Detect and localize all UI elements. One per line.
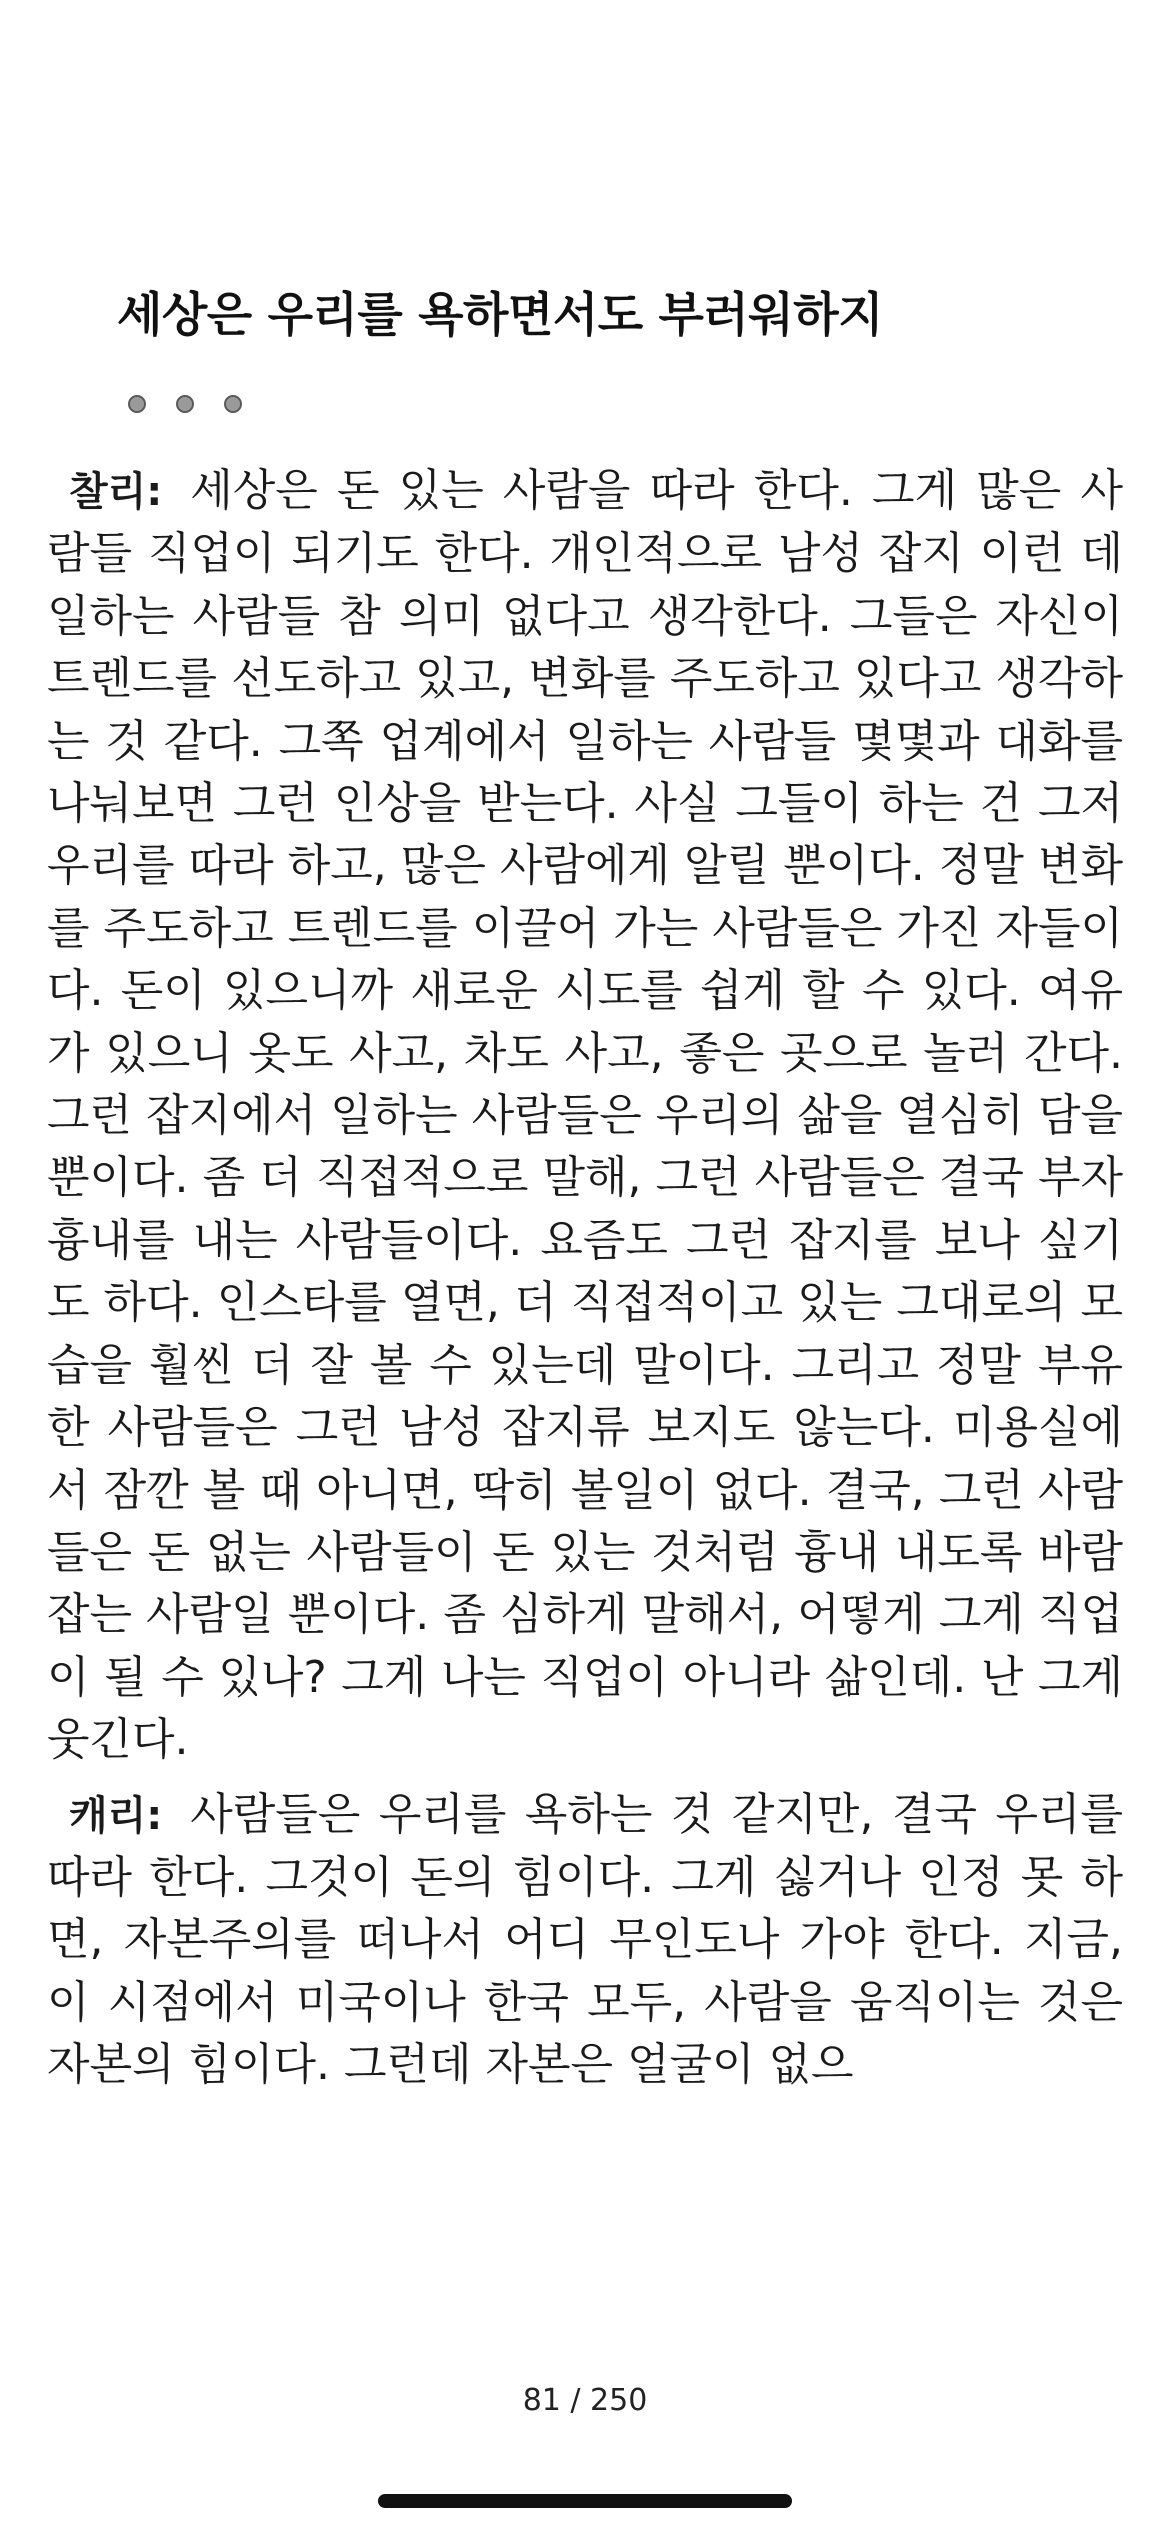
speaker-label: 캐리: <box>69 1792 163 1839</box>
body-text <box>47 460 1123 2109</box>
divider-dot <box>176 395 194 413</box>
page-indicator: 81 / 250 <box>522 2383 648 2418</box>
dialogue-paragraph <box>47 460 1123 1772</box>
chapter-title: 세상은 우리를 욕하면서도 부러워하지 <box>117 288 884 343</box>
divider-dot <box>224 395 242 413</box>
divider-dot <box>128 395 146 413</box>
section-divider <box>128 395 242 413</box>
speaker-label: 찰리: <box>69 469 163 515</box>
paragraph-text: 세상은 돈 있는 사람을 따라 한다. 그게 많은 사람들 직업이 되기도 한다. 개인적으로 남성 잡지 이런 데 일하는 사람들 참 의미 없다고 생각한다. 그들은 자신이 트렌드를 선도하고 있고, 변화를 주도하고 있다고 생각하는 것 같다. 그쪽 업계에서 일하는 사람들 몇몇과 대화를 나눠보면 그런 인상을 받는다. 사실 그들이 하는 건 그저 우리를 따라 하고, 많은 사람에게 알릴 뿐이다. 정말 변화를 주도하고 트렌드를 이끌어 가는 사람들은 가진 자들이다. 돈이 있으니까 새로운 시도를 쉽게 할 수 있다. 여유가 있으니 옷도 사고, 차도 사고, 좋은 곳으로 놀러 간다. 그런 잡지에서 일하는 사람들은 우리의 삶을 열심히 담을 뿐이다. 좀 더 직접적으로 말해, 그런 사람들은 결국 부자 흉내를 내는 사람들이다. 요즘도 그런 잡지를 보나 싶기도 하다. 인스타를 열면, 더 직접적이고 있는 그대로의 모습을 훨씬 더 잘 볼 수 있는데 말이다. 그리고 정말 부유한 사람들은 그런 남성 잡지류 보지도 않는다. 미용실에서 잠깐 볼 때 아니면, 딱히 볼일이 없다. 결국, 그런 사람들은 돈 없는 사람들이 돈 있는 것처럼 흉내 내도록 바람 잡는 사람일 뿐이다. 좀 심하게 말해서, 어떻게 그게 직업이 될 수 있나? 그게 나는 직업이 아니라 삶인데. 난 그게 웃긴다. <box>47 465 1123 1766</box>
dialogue-paragraph <box>47 1784 1123 2097</box>
home-indicator[interactable] <box>378 2494 792 2508</box>
paragraph-text: 사람들은 우리를 욕하는 것 같지만, 결국 우리를 따라 한다. 그것이 돈의 힘이다. 그게 싫거나 인정 못 하면, 자본주의를 떠나서 어디 무인도나 가야 한다. 지금, 이 시점에서 미국이나 한국 모두, 사람을 움직이는 것은 자본의 힘이다. 그런데 자본은 얼굴이 없으 <box>47 1788 1123 2091</box>
